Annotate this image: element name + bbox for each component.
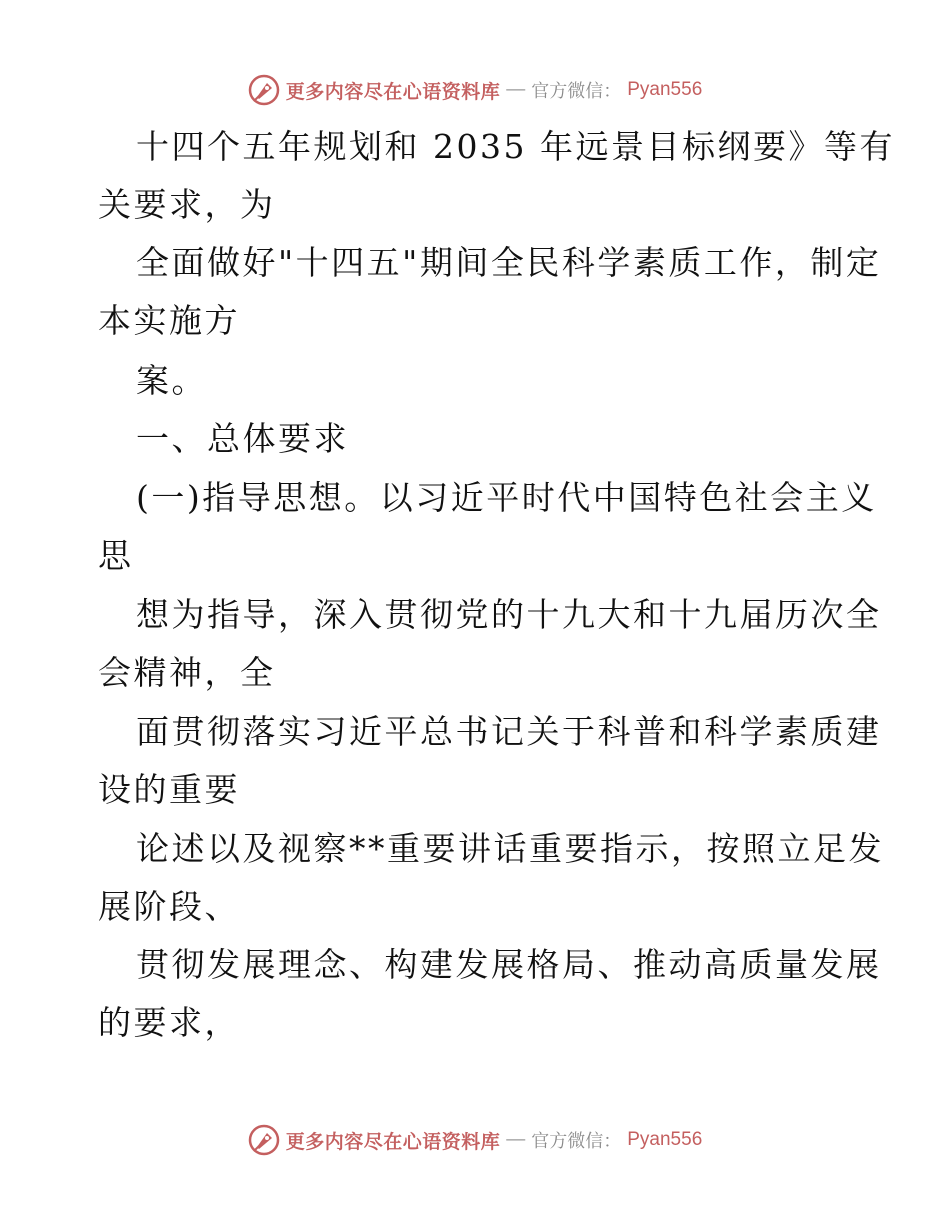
text-line: 会精神，全 <box>98 653 276 692</box>
text-line: 案。 <box>136 361 207 400</box>
watermark-contact: Pyan556 <box>627 79 703 100</box>
pen-nib-logo-icon <box>248 1124 280 1156</box>
watermark-official-label: 官方微信： <box>531 81 622 102</box>
text-line: 想为指导，深入贯彻党的十九大和十九届历次全 <box>136 595 882 634</box>
text-line: 全面做好"十四五"期间全民科学素质工作，制定 <box>136 243 882 282</box>
text-line: 展阶段、 <box>98 887 240 926</box>
subsection-heading: (一)指导思想。以习近平时代中国特色社会主义 <box>136 478 877 517</box>
text-line: 贯彻发展理念、构建发展格局、推动高质量发展 <box>136 945 882 984</box>
text-line: 论述以及视察**重要讲话重要指示，按照立足发 <box>136 829 884 868</box>
text-line: 的要求， <box>98 1003 240 1042</box>
watermark-official-label: 官方微信： <box>531 1131 622 1152</box>
watermark-dash: — <box>506 1129 526 1150</box>
watermark-brand: 更多内容尽在心语资料库 <box>285 1130 501 1153</box>
text-line: 思 <box>98 536 134 575</box>
text-line: 关要求，为 <box>98 185 276 224</box>
watermark-brand: 更多内容尽在心语资料库 <box>285 80 501 103</box>
text-line: 设的重要 <box>98 770 240 809</box>
text-line: 面贯彻落实习近平总书记关于科普和科学素质建 <box>136 712 882 751</box>
text-line: 本实施方 <box>98 301 240 340</box>
watermark-dash: — <box>506 79 526 100</box>
footer-watermark <box>0 1120 950 1160</box>
watermark-contact: Pyan556 <box>627 1129 703 1150</box>
section-heading: 一、总体要求 <box>136 419 349 458</box>
text-line: 十四个五年规划和 2035 年远景目标纲要》等有 <box>136 127 895 166</box>
